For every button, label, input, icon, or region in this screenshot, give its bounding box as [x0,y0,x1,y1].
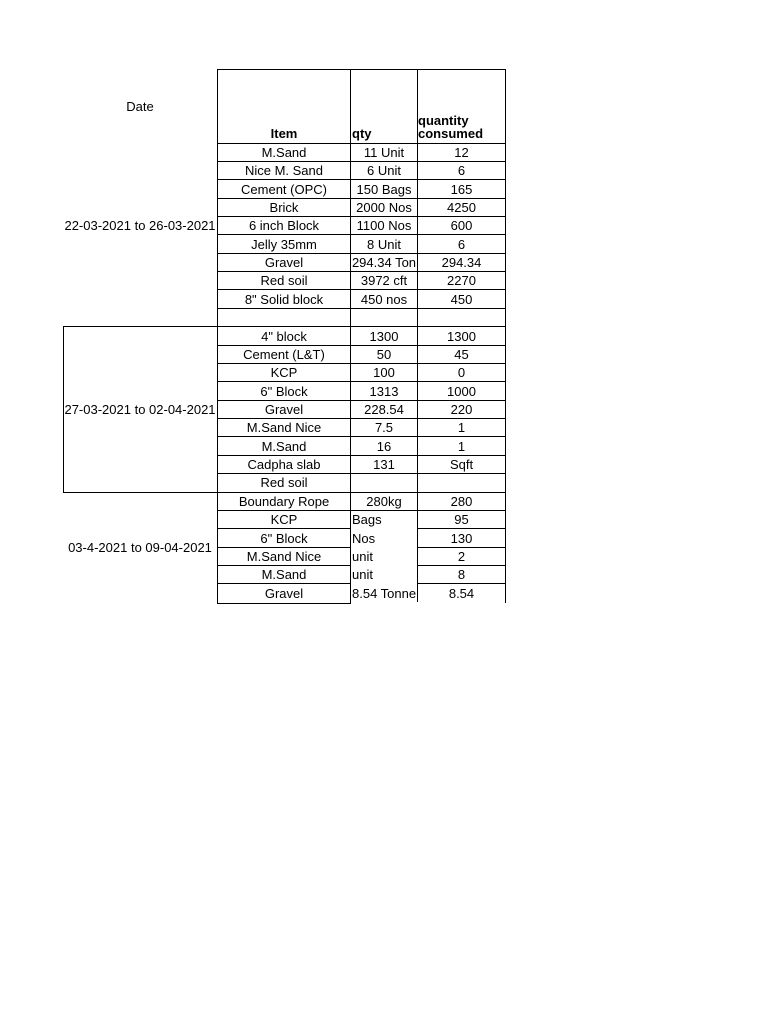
table-cell-item: Jelly 35mm [251,236,317,252]
grid-line [217,198,506,199]
table-cell-item: KCP [270,364,298,380]
table-cell-item: M.Sand [261,144,307,160]
table-cell-item: 6 inch Block [248,217,320,233]
table-cell-qty: 100 [373,364,395,380]
header-qty: qty [352,126,372,141]
table-cell-qty: 131 [373,456,395,472]
table-cell-consumed: 165 [450,181,473,197]
grid-line [217,565,351,566]
grid-line [417,547,506,548]
table-cell-consumed: 12 [454,144,469,160]
grid-line [350,70,351,604]
grid-line [217,436,506,437]
table-cell-consumed: 294.34 [441,254,482,270]
header-item: Item [270,126,298,141]
table-cell-consumed: 280 [450,493,473,509]
table-cell-item: KCP [270,511,298,527]
header-consumed-line1: quantity [418,113,469,128]
table-cell-qty: 16 [376,438,392,454]
table-cell-qty [351,473,417,491]
table-cell-consumed: 220 [450,401,473,417]
table-cell-consumed: 2 [457,548,466,564]
table-cell-item: Nice M. Sand [244,162,324,178]
table-cell-consumed: 1300 [447,328,476,344]
table-cell-qty: 294.34 Ton [351,254,417,270]
table-cell-item: Boundary Rope [238,493,330,509]
grid-line [217,418,506,419]
table-cell-item: 8" Solid block [244,291,324,307]
grid-line [217,179,506,180]
grid-line [417,510,418,602]
grid-line [217,345,506,346]
table-cell-item: 6" Block [260,530,308,546]
header-consumed-line2: consumed [418,126,484,141]
table-cell-qty: 150 Bags [356,181,412,197]
table-cell-qty: 1100 Nos [356,217,412,233]
grid-line [217,400,506,401]
table-cell-qty: Nos [352,530,376,546]
table-cell-consumed: 8.54 [448,585,475,601]
table-cell-consumed: 1 [457,438,466,454]
grid-line [217,308,506,309]
table-cell-consumed [417,308,506,326]
table-cell-consumed [417,473,506,491]
grid-line [417,583,506,584]
grid-line [217,271,506,272]
grid-line [217,510,506,511]
grid-line [217,143,506,144]
table-cell-qty: 50 [376,346,392,362]
table-cell-consumed: 95 [454,511,469,527]
table-cell-item: Red soil [260,474,308,490]
header-date: Date [126,99,154,114]
table-cell-item: M.Sand [261,438,307,454]
table-cell-item: M.Sand [261,566,307,582]
table-cell-item: M.Sand Nice [246,548,322,564]
table-cell-consumed: 1 [457,419,466,435]
grid-line [217,473,506,474]
grid-line [217,253,506,254]
table-cell-consumed: 6 [457,236,466,252]
grid-line [63,327,64,493]
table-cell-item: 4" block [261,328,307,344]
table-cell-item: Brick [269,199,299,215]
section-2-date: 27-03-2021 to 02-04-2021 [64,402,216,417]
grid-line [417,565,506,566]
grid-line [417,528,506,529]
grid-line [217,161,506,162]
table-cell-item: Gravel [264,585,304,601]
grid-line [217,363,506,364]
grid-line [417,492,418,510]
table-cell-item: Gravel [264,254,304,270]
grid-line [63,492,506,493]
section-3-date: 03-4-2021 to 09-04-2021 [68,539,212,555]
table-cell-qty: 3972 cft [360,272,408,288]
grid-line [217,603,351,604]
grid-line [417,70,418,492]
table-cell-qty: 2000 Nos [356,199,412,215]
table-cell-item: Red soil [260,272,308,288]
table-cell-consumed: 4250 [447,199,476,215]
table-cell-consumed: 600 [450,217,473,233]
grid-line [63,326,506,327]
table-cell-item: Cement (L&T) [243,346,325,362]
table-cell-qty: unit [352,548,373,564]
table-cell-qty: 280kg [366,493,402,509]
table-cell-item [217,308,351,326]
table-cell-qty: 1313 [369,383,399,399]
grid-line [217,528,351,529]
grid-line [217,381,506,382]
table-cell-consumed: 450 [450,291,473,307]
table-cell-qty: Bags [352,511,382,527]
table-cell-consumed: 8 [457,566,466,582]
table-cell-qty: 8 Unit [367,236,401,252]
grid-line [217,583,351,584]
table-cell-consumed: 0 [457,364,466,380]
table-cell-consumed: 2270 [447,272,476,288]
table-cell-qty: 450 nos [360,291,408,307]
table-cell-item: M.Sand Nice [246,419,322,435]
table-cell-item: Gravel [264,401,304,417]
table-cell-item: Cadpha slab [247,456,321,472]
section-1-date: 22-03-2021 to 26-03-2021 [64,218,216,233]
table-cell-consumed: 6 [457,162,466,178]
table-cell-qty: unit [352,566,373,582]
header-quantity-consumed [417,70,506,143]
table-cell-consumed: 1000 [447,383,476,399]
grid-line [217,70,218,604]
grid-line [217,289,506,290]
table-cell-qty: 6 Unit [367,162,401,178]
table-cell-qty: 7.5 [374,419,394,435]
table-cell-consumed: Sqft [449,456,474,472]
table-cell-qty [351,308,417,326]
grid-line [217,234,506,235]
table-cell-qty: 8.54 Tonne [352,585,417,601]
table-cell-qty: 11 Unit [363,144,405,160]
grid-line [217,216,506,217]
table-cell-item: Cement (OPC) [241,181,327,197]
table-cell-consumed: 45 [454,346,469,362]
grid-line [505,70,506,603]
table-cell-item: 6" Block [260,383,308,399]
grid-line [217,69,506,70]
grid-line [217,547,351,548]
table-cell-qty: 1300 [369,328,399,344]
table-cell-qty: 228.54 [364,401,404,417]
grid-line [217,455,506,456]
table-cell-consumed: 130 [450,530,473,546]
